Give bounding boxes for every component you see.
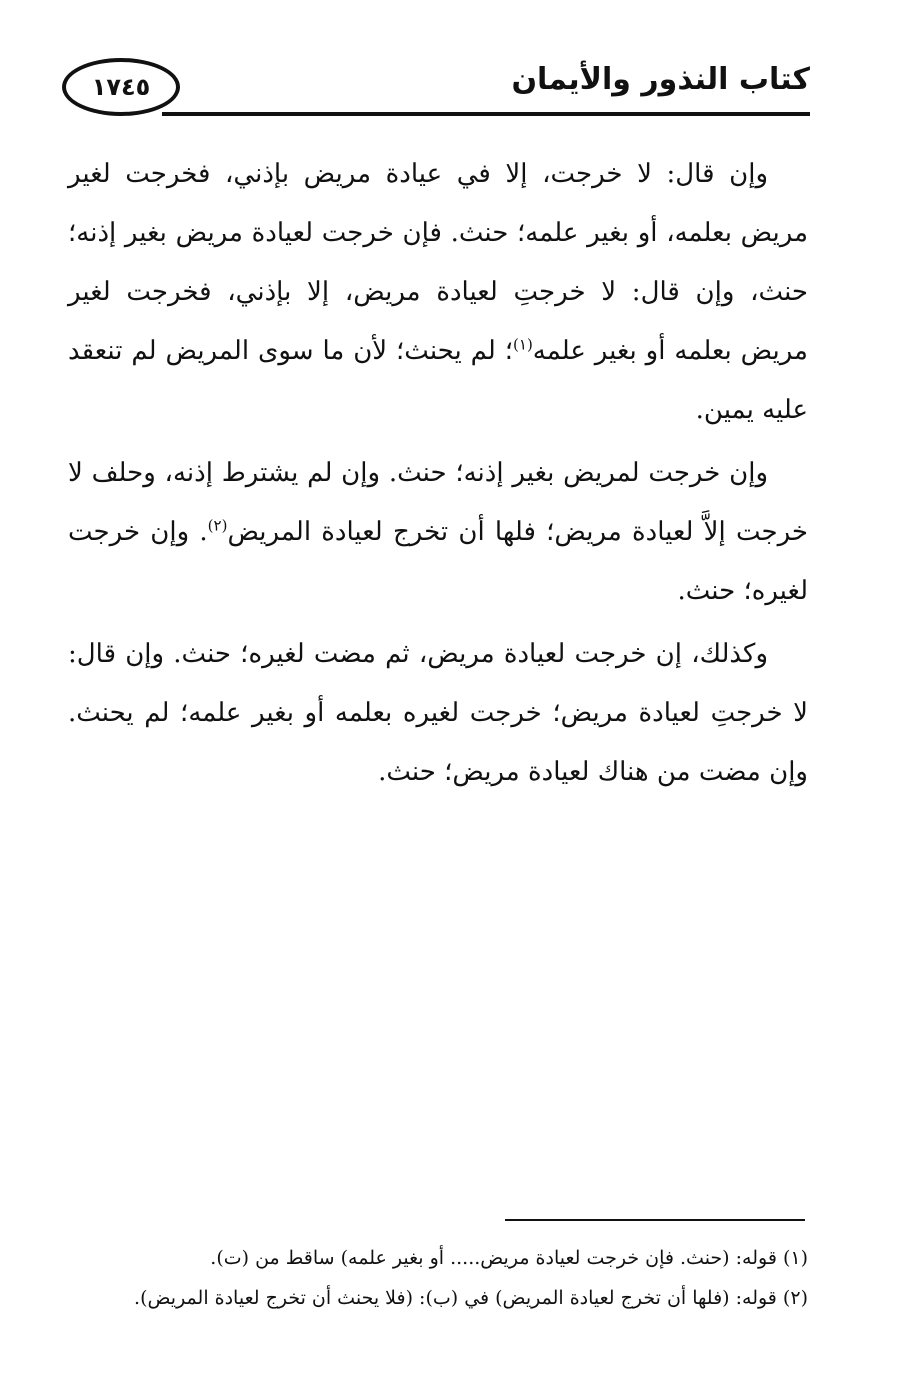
running-title: كتاب النذور والأيمان	[511, 62, 810, 97]
paragraph-2-text: وإن خرجت لمريض بغير إذنه؛ حنث. وإن لم يشترط إذنه، وحلف لا خرجت إلاَّ لعيادة مريض؛ فلها أن تخرج لعيادة المريض	[68, 458, 809, 547]
footnote-rule	[505, 1219, 805, 1221]
paragraph-1-text: وإن قال: لا خرجت، إلا في عيادة مريض بإذني، فخرجت لغير مريض بعلمه، أو بغير علمه؛ حنث. فإن خرجت لعيادة مريض بغير إذنه؛ حنث، وإن قال: لا خرجتِ لعيادة مريض، إلا بإذني، فخرجت لغير مريض بعلمه أو بغير علمه	[68, 159, 809, 366]
page-number: ١٧٤٥	[91, 73, 151, 101]
paragraph-1	[68, 145, 808, 440]
footnote-2: (٢) قوله: (فلها أن تخرج لعيادة المريض) في (ب): (فلا يحنث أن تخرج لعيادة المريض).	[134, 1287, 808, 1309]
page-number-badge	[62, 58, 180, 116]
paragraph-1-text-after: ؛ لم يحنث؛ لأن ما سوى المريض لم تنعقد عليه يمين.	[68, 336, 808, 425]
paragraph-2	[68, 444, 808, 621]
footnotes	[60, 1238, 808, 1318]
paragraph-3	[68, 625, 808, 802]
main-text	[68, 145, 808, 806]
page-header	[62, 50, 810, 120]
paragraph-3-text: وكذلك، إن خرجت لعيادة مريض، ثم مضت لغيره؛ حنث. وإن قال: لا خرجتِ لعيادة مريض؛ خرجت لغيره بعلمه أو بغير علمه؛ لم يحنث. وإن مضت من هناك لعيادة مريض؛ حنث.	[68, 639, 808, 787]
footnote-ref-1[interactable]: (١)	[513, 335, 533, 354]
footnote-1: (١) قوله: (حنث. فإن خرجت لعيادة مريض..... أو بغير علمه) ساقط من (ت).	[210, 1247, 808, 1269]
header-rule	[162, 112, 810, 116]
footnote-ref-2[interactable]: (٢)	[207, 516, 228, 535]
paragraph-2-text-after: . وإن خرجت لغيره؛ حنث.	[68, 517, 808, 606]
